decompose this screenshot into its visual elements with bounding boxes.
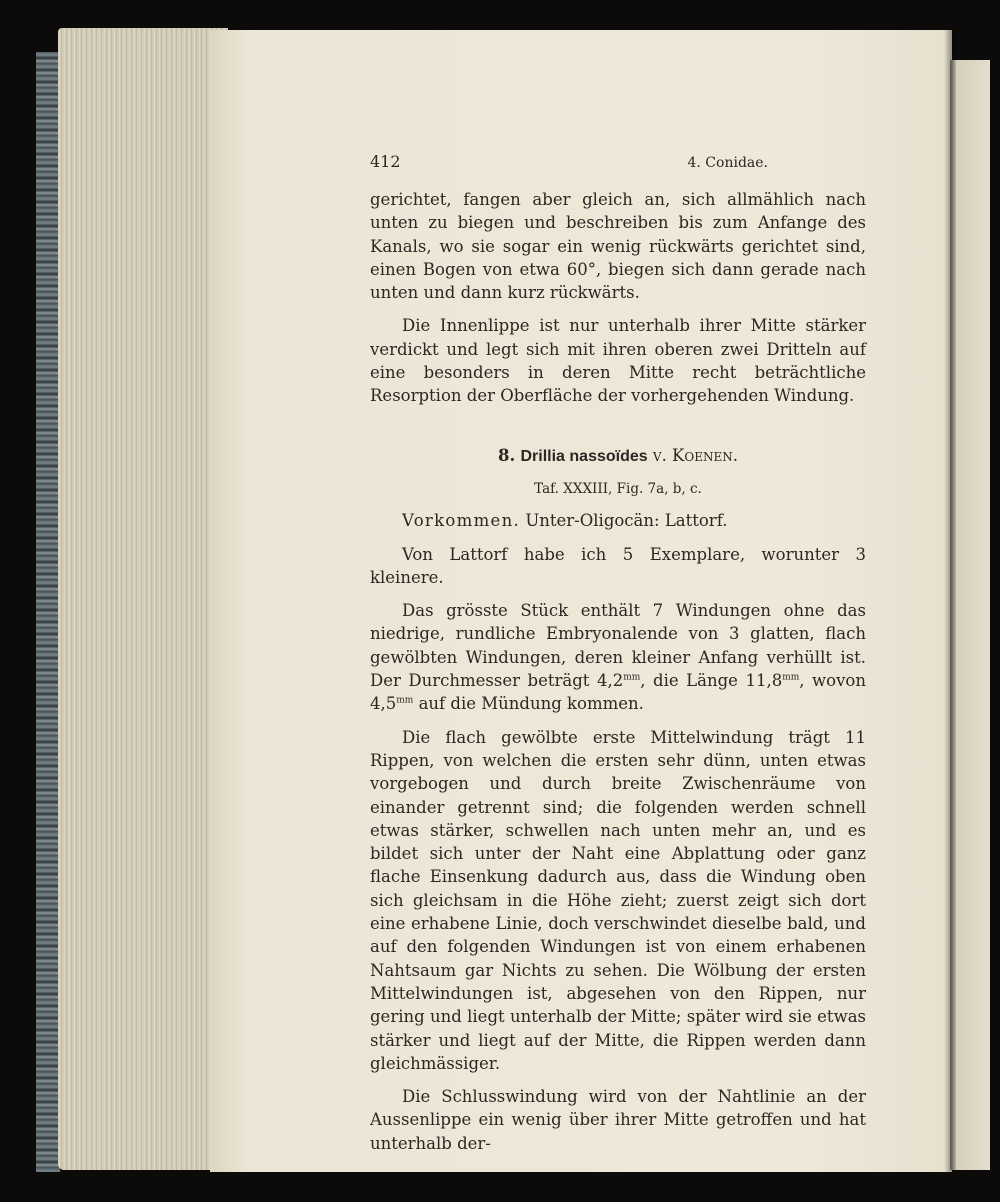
- unit-mm-3: mm: [396, 695, 414, 706]
- species-name: Drillia nassoïdes: [520, 447, 648, 465]
- paragraph-1: gerichtet, fangen aber gleich an, sich allmählich nach unten zu biegen und beschreiben bis zum Anfange des Kanals, wo sie sogar ein wenig rückwärts gerichtet sind, einen Bogen von etwa 60°, biegen sich dann gerade nach unten und dann kurz rückwärts.: [370, 190, 866, 303]
- book-spine: [36, 52, 60, 1172]
- paragraph-4: [370, 599, 866, 715]
- species-author: v. Koenen.: [652, 445, 738, 465]
- species-number: 8.: [498, 445, 516, 465]
- facing-page-edge: [950, 60, 990, 1170]
- para4-text-b: , die Länge 11,8: [640, 671, 783, 691]
- paragraph-3: Von Lattorf habe ich 5 Exemplare, worunter 3 kleinere.: [370, 544, 866, 587]
- paragraph-5: Die flach gewölbte erste Mittelwindung trägt 11 Rippen, von welchen die ersten sehr dünn, unten etwas vorgebogen und durch breite Zwischenräume von einander getrennt sind; die folgenden werden schnell etwas stärker, schwellen nach unten mehr an, und es bildet sich unter der Naht eine Abplattung oder ganz flache Einsenkung dadurch aus, dass die Windung oben sich gleichsam in die Höhe zieht; zuerst zeigt sich dort eine erhabene Linie, doch verschwindet dieselbe bald, und auf den folgenden Windungen ist von einem erhabenen Nahtsaum gar Nichts zu sehen. Die Wölbung der ersten Mittelwindungen ist, abgesehen von den Rippen, nur gering und liegt unterhalb der Mitte; später wird sie etwas stärker und liegt auf der Mitte, die Rippen werden dann gleichmässiger.: [370, 727, 866, 1073]
- running-header: [370, 150, 866, 176]
- para4-text-c: , wovon 4,5: [370, 671, 866, 714]
- paragraph-2: Die Innenlippe ist nur unterhalb ihrer Mitte stärker verdickt und legt sich mit ihren oberen zwei Dritteln auf eine besonders in deren Mitte recht beträchtliche Resorption der Oberfläche der vorhergehenden Windung.: [370, 316, 866, 406]
- species-heading: [370, 444, 866, 468]
- para4-text-d: auf die Mündung kommen.: [413, 694, 644, 714]
- unit-mm-2: mm: [782, 672, 800, 683]
- occurrence-label: Vorkommen.: [402, 511, 521, 531]
- plate-reference: Taf. XXXIII, Fig. 7a, b, c.: [534, 480, 702, 497]
- occurrence-line: [370, 509, 866, 532]
- paragraph-6: Die Schlusswindung wird von der Nahtlinie an der Aussenlippe ein wenig über ihrer Mitte getroffen und hat unterhalb der-: [370, 1087, 866, 1153]
- page-gutter-shadow: [944, 30, 956, 1172]
- occurrence-value: Unter-Oligocän: Lattorf.: [525, 511, 728, 531]
- running-title: 4. Conidae.: [687, 155, 768, 171]
- page-number: 412: [370, 152, 401, 171]
- page-text: [370, 150, 866, 1155]
- unit-mm-1: mm: [623, 672, 641, 683]
- page-edges: [58, 28, 228, 1170]
- para4-text-a: Das grösste Stück enthält 7 Windungen ohne das niedrige, rundliche Embryonalende von 3 glatten, flach gewölbten Windungen, deren kleiner Anfang verhüllt ist. Der Durchmesser beträgt 4,2: [370, 601, 866, 691]
